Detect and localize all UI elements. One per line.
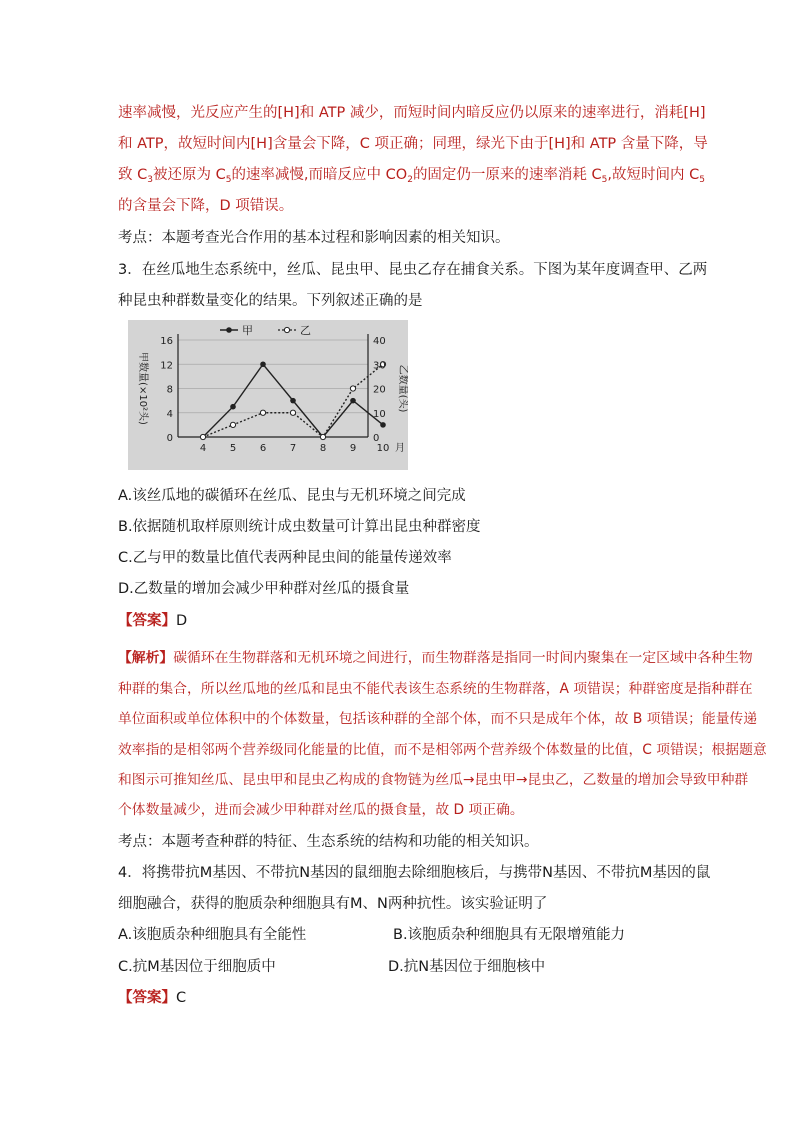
x-unit-label: 月 <box>395 443 405 454</box>
answer-value: D <box>176 613 188 629</box>
x-tick-label: 8 <box>319 443 327 454</box>
series-point-yi <box>320 434 325 439</box>
right-tick-label: 40 <box>373 336 386 347</box>
option-c: C.乙与甲的数量比值代表两种昆虫间的能量传递效率 <box>118 550 452 566</box>
analysis-line-1: 【解析】碳循环在生物群落和无机环境之间进行，而生物群落是指同一时间内聚集在一定区域中各种生物 <box>118 650 753 666</box>
q4-option-b: B.该胞质杂种细胞具有无限增殖能力 <box>393 927 626 943</box>
left-tick-label: 4 <box>166 408 173 420</box>
population-chart-svg <box>128 320 408 470</box>
right-tick-label: 30 <box>373 360 386 372</box>
question-3-line-1: 3．在丝瓜地生态系统中，丝瓜、昆虫甲、昆虫乙存在捕食关系。下图为某年度调查甲、乙两 <box>118 262 708 278</box>
series-point-jia <box>350 398 356 404</box>
population-chart <box>128 320 408 470</box>
knowledge-point-2: 考点：本题考查种群的特征、生态系统的结构和功能的相关知识。 <box>118 834 539 850</box>
x-tick-label: 7 <box>289 443 297 454</box>
answer-tag: 【答案】 <box>118 613 176 629</box>
left-tick-label: 8 <box>166 384 173 396</box>
series-point-yi <box>230 422 235 427</box>
analysis-line-4: 效率指的是相邻两个营养级同化能量的比值，而不是相邻两个营养级个体数量的比值，C 项错误；根据题意 <box>118 742 767 758</box>
analysis-line-5: 和图示可推知丝瓜、昆虫甲和昆虫乙构成的食物链为丝瓜→昆虫甲→昆虫乙，乙数量的增加会导致甲种群 <box>118 772 749 788</box>
legend-label-yi: 乙 <box>300 324 311 337</box>
left-tick-label: 0 <box>166 433 173 444</box>
q4-option-a: A.该胞质杂种细胞具有全能性 <box>118 927 307 943</box>
analysis-tag: 【解析】 <box>118 650 174 666</box>
series-point-yi <box>290 410 295 415</box>
left-tick-label: 16 <box>160 336 173 347</box>
series-point-jia <box>260 361 266 367</box>
series-point-yi <box>350 386 355 391</box>
series-point-yi <box>260 410 265 415</box>
answer-tag-q4: 【答案】 <box>118 990 176 1006</box>
x-tick-label: 9 <box>349 443 357 454</box>
option-a: A.该丝瓜地的碳循环在丝瓜、昆虫与无机环境之间完成 <box>118 488 466 504</box>
question-4-line-2: 细胞融合，获得的胞质杂种细胞具有M、N两种抗性。该实验证明了 <box>118 896 548 912</box>
answer-value-q4: C <box>176 990 187 1006</box>
right-tick-label: 10 <box>373 408 386 420</box>
question-4-line-1: 4．将携带抗M基因、不带抗N基因的鼠细胞去除细胞核后，与携带N基因、不带抗M基因的鼠 <box>118 865 711 881</box>
series-point-yi <box>200 434 205 439</box>
explanation-line-1: 速率减慢，光反应产生的[H]和 ATP 减少，而短时间内暗反应仍以原来的速率进行，消耗[H] <box>118 105 706 121</box>
analysis-line-6: 个体数量减少，进而会减少甲种群对丝瓜的摄食量，故 D 项正确。 <box>118 802 524 818</box>
answer-line-q3 <box>118 611 187 631</box>
legend-label-jia: 甲 <box>242 324 253 337</box>
x-tick-label: 10 <box>376 443 390 454</box>
legend-marker-jia <box>226 327 232 333</box>
q4-option-c: C.抗M基因位于细胞质中 <box>118 959 276 975</box>
legend-marker-yi <box>284 327 289 332</box>
series-point-jia <box>380 422 386 428</box>
analysis-line-2: 种群的集合，所以丝瓜地的丝瓜和昆虫不能代表该生态系统的生物群落，A 项错误；种群密度是指种群在 <box>118 681 753 697</box>
q4-option-d: D.抗N基因位于细胞核中 <box>388 959 546 975</box>
right-tick-label: 0 <box>373 433 380 444</box>
right-tick-label: 20 <box>373 384 386 396</box>
x-tick-label: 4 <box>199 443 207 454</box>
series-point-jia <box>230 404 236 410</box>
left-tick-label: 12 <box>160 360 173 372</box>
x-tick-label: 6 <box>259 443 267 454</box>
option-b: B.依据随机取样原则统计成虫数量可计算出昆虫种群密度 <box>118 519 481 535</box>
knowledge-point-1: 考点：本题考查光合作用的基本过程和影响因素的相关知识。 <box>118 230 510 246</box>
answer-line-q4 <box>118 988 186 1008</box>
option-d: D.乙数量的增加会减少甲种群对丝瓜的摄食量 <box>118 581 410 597</box>
question-3-line-2: 种昆虫种群数量变化的结果。下列叙述正确的是 <box>118 293 423 309</box>
explanation-line-3: 致 $C_3$被还原为 $C_5$的速率减慢,而暗反应中 $CO_2$的固定仍一原来的速率消耗 $C_5$,故短时间内 $C_5$ <box>118 167 705 185</box>
explanation-line-2: 和 ATP，故短时间内[H]含量会下降，C 项正确；同理，绿光下由于[H]和 ATP 含量下降，导 <box>118 136 708 152</box>
left-axis-title: 甲数量(×10²头) <box>137 352 148 425</box>
right-axis-title: 乙数量(头) <box>397 364 408 413</box>
x-tick-label: 5 <box>229 443 237 454</box>
series-point-jia <box>290 398 296 404</box>
explanation-line-4: 的含量会下降，D 项错误。 <box>118 198 294 214</box>
analysis-line-3: 单位面积或单位体积中的个体数量，包括该种群的全部个体，而不只是成年个体，故 B 项错误；能量传递 <box>118 711 758 727</box>
